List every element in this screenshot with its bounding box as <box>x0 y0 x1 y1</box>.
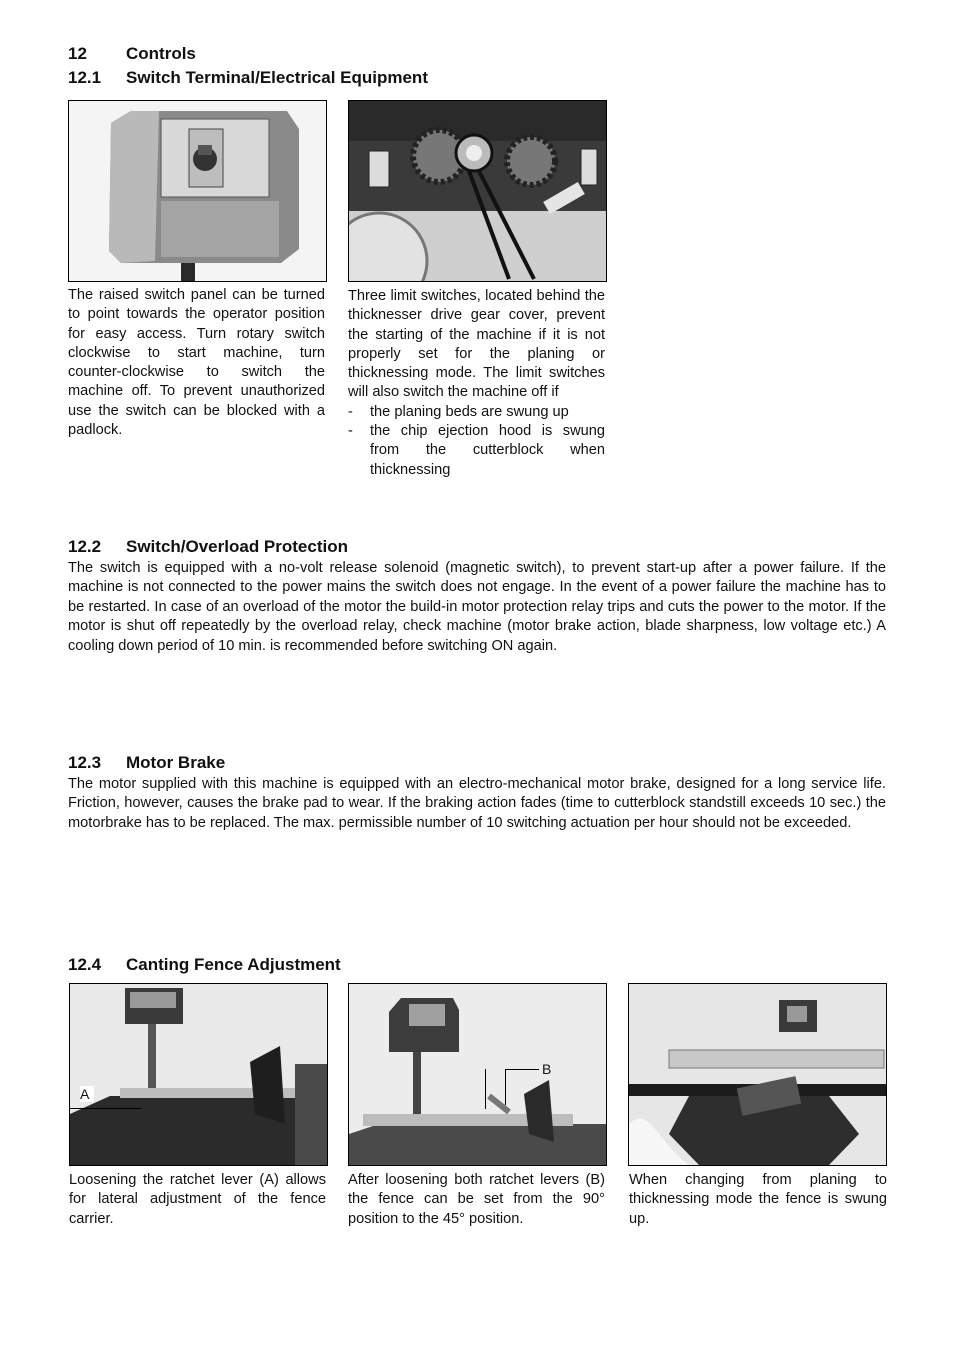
limit-switch-conditions-list <box>348 403 605 480</box>
limit-switches-caption-intro: Three limit switches, located behind the thicknesser drive gear cover, prevent the starting of the machine if it is not properly set for the planing or thicknessing mode. The limit switches will also switch the machine off if <box>348 288 605 401</box>
section-title: Switch/Overload Protection <box>126 537 348 556</box>
label-b: B <box>542 1061 552 1077</box>
section-12-heading <box>68 44 196 64</box>
fence-swung-up-caption: When changing from planing to thicknessing mode the fence is swung up. <box>629 1172 887 1227</box>
fence-carrier-photo <box>69 983 328 1166</box>
label-a-leader-line <box>69 1108 141 1109</box>
section-number: 12 <box>68 44 87 63</box>
section-title: Controls <box>126 44 196 63</box>
switch-overload-text: The switch is equipped with a no-volt release solenoid (magnetic switch), to prevent start-up after a power failure. If the machine is not connected to the power mains the switch does not engage. In the event of a power failure the machine has to be restarted. In case of an overload of the motor the build-in motor protection relay trips and cuts the power to the motor. If the motor is shut off repeatedly by the overload relay, check machine (motor brake action, blade sharpness, low voltage etc.) A cooling down period of 10 min. is recommended before switching ON again. <box>68 560 886 654</box>
section-12-2-heading <box>68 537 348 557</box>
list-item: - the planing beds are swung up <box>348 403 605 422</box>
label-b-leader-line <box>505 1069 539 1070</box>
fence-carrier-caption: Loosening the ratchet lever (A) allows for lateral adjustment of the fence carrier. <box>69 1172 326 1227</box>
section-number: 12.2 <box>68 537 102 556</box>
section-12-3-heading <box>68 753 225 773</box>
fence-angle-caption: After loosening both ratchet levers (B) the fence can be set from the 90° position to the 45° position. <box>348 1172 605 1227</box>
list-item: - the chip ejection hood is swung from the cutterblock when thicknessing <box>348 422 605 480</box>
switch-panel-photo <box>68 100 327 282</box>
limit-switches-photo <box>348 100 607 282</box>
section-number: 12.4 <box>68 955 102 974</box>
section-number: 12.1 <box>68 68 102 87</box>
limit-switches-caption <box>348 287 605 480</box>
section-12-1-heading <box>68 68 428 88</box>
switch-panel-caption: The raised switch panel can be turned to point towards the operator position for easy access. Turn rotary switch clockwise to start machine, turn counter-clockwise to switch the machine off. To prevent unauthorized use the switch can be blocked with a padlock. <box>68 287 325 439</box>
fence-swung-up-photo <box>628 983 887 1166</box>
section-title: Motor Brake <box>126 753 226 772</box>
motor-brake-text: The motor supplied with this machine is equipped with an electro-mechanical motor brake, designed for a long service life. Friction, however, causes the brake pad to wear. If the braking action fades (time to cutterblock standstill exceeds 10 sec.) the motorbrake has to be replaced. The max. permissible number of 10 switching actuation per hour should not be exceeded. <box>68 776 886 831</box>
label-a: A <box>80 1086 90 1102</box>
fence-angle-photo <box>348 983 607 1166</box>
section-number: 12.3 <box>68 753 102 772</box>
section-title: Switch Terminal/Electrical Equipment <box>126 68 428 87</box>
section-title: Canting Fence Adjustment <box>126 955 341 974</box>
section-12-4-heading <box>68 955 341 975</box>
